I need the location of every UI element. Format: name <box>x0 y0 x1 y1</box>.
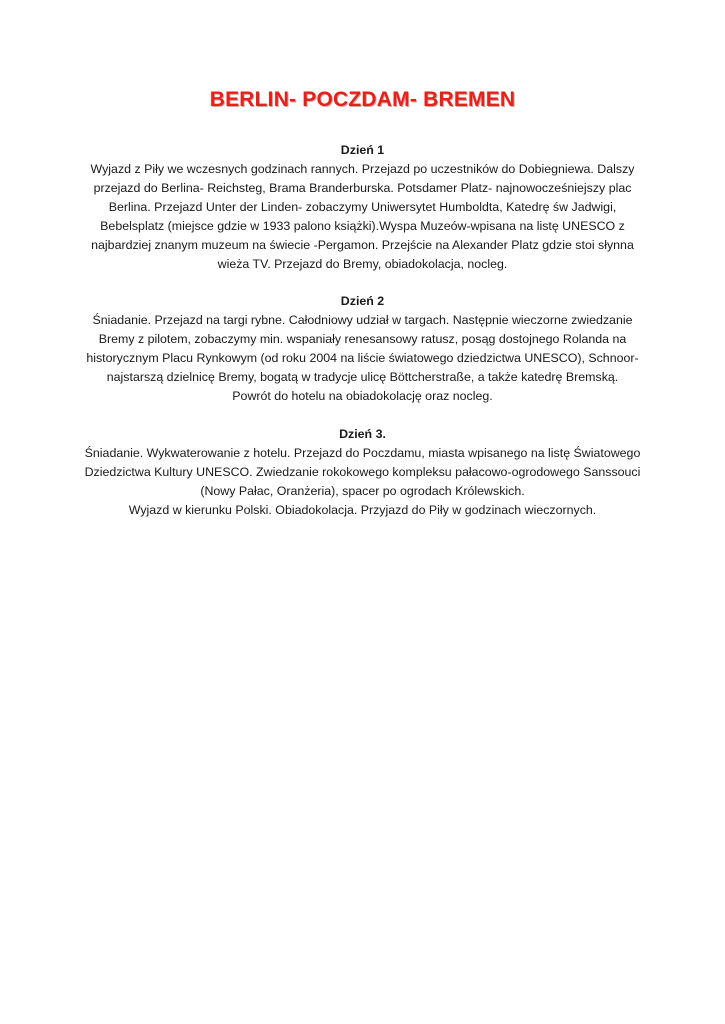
day-2-line: Powrót do hotelu na obiadokolację oraz nocleg. <box>232 389 493 403</box>
day-3-section <box>60 425 665 520</box>
day-1-line: Bebelsplatz (miejsce gdzie w 1933 palono książki).Wyspa Muzeów-wpisana na listę UNESCO z <box>100 219 625 233</box>
day-1-line: Berlina. Przejazd Unter der Linden- zobaczymy Uniwersytet Humboldta, Katedrę św Jadwigi, <box>108 200 617 214</box>
day-2-heading: Dzień 2 <box>340 294 385 308</box>
day-3-line: (Nowy Pałac, Oranżeria), spacer po ogrodach Królewskich. <box>200 484 525 498</box>
day-1-line: przejazd do Berlina- Reichsteg, Brama Branderburska. Potsdamer Platz- najnowocześniejszy plac <box>93 181 632 195</box>
day-1-line: najbardziej znanym muzeum na świecie -Pergamon. Przejście na Alexander Platz gdzie stoi słynna <box>91 238 634 252</box>
day-1-heading: Dzień 1 <box>340 143 385 157</box>
day-3-heading: Dzień 3. <box>339 427 386 441</box>
day-2-line: najstarszą dzielnicę Bremy, bogatą w tradycje ulicę Böttcherstraße, a także katedrę Bremską. <box>106 370 619 384</box>
day-1-line: Wyjazd z Piły we wczesnych godzinach rannych. Przejazd po uczestników do Dobiegniewa. Dalszy <box>90 162 635 176</box>
day-2-line: Bremy z pilotem, zobaczymy min. wspaniały renesansowy ratusz, posąg dostojnego Rolanda na <box>98 332 627 346</box>
day-1-line: wieża TV. Przejazd do Bremy, obiadokolacja, nocleg. <box>217 257 508 271</box>
day-3-line: Śniadanie. Wykwaterowanie z hotelu. Przejazd do Poczdamu, miasta wpisanego na listę Światowego <box>84 446 641 460</box>
day-3-line: Wyjazd w kierunku Polski. Obiadokolacja. Przyjazd do Piły w godzinach wieczornych. <box>128 503 597 517</box>
day-1-section <box>60 141 665 274</box>
day-2-section <box>60 292 665 406</box>
page-title: BERLIN- POCZDAM- BREMEN <box>209 88 516 111</box>
day-2-line: historycznym Placu Rynkowym (od roku 2004 na liście światowego dziedzictwa UNESCO), Schnoor- <box>86 351 639 365</box>
day-3-line: Dziedzictwa Kultury UNESCO. Zwiedzanie rokokowego kompleksu pałacowo-ogrodowego Sanssouci <box>84 465 641 479</box>
day-2-line: Śniadanie. Przejazd na targi rybne. Całodniowy udział w targach. Następnie wieczorne zwiedzanie <box>92 313 633 327</box>
